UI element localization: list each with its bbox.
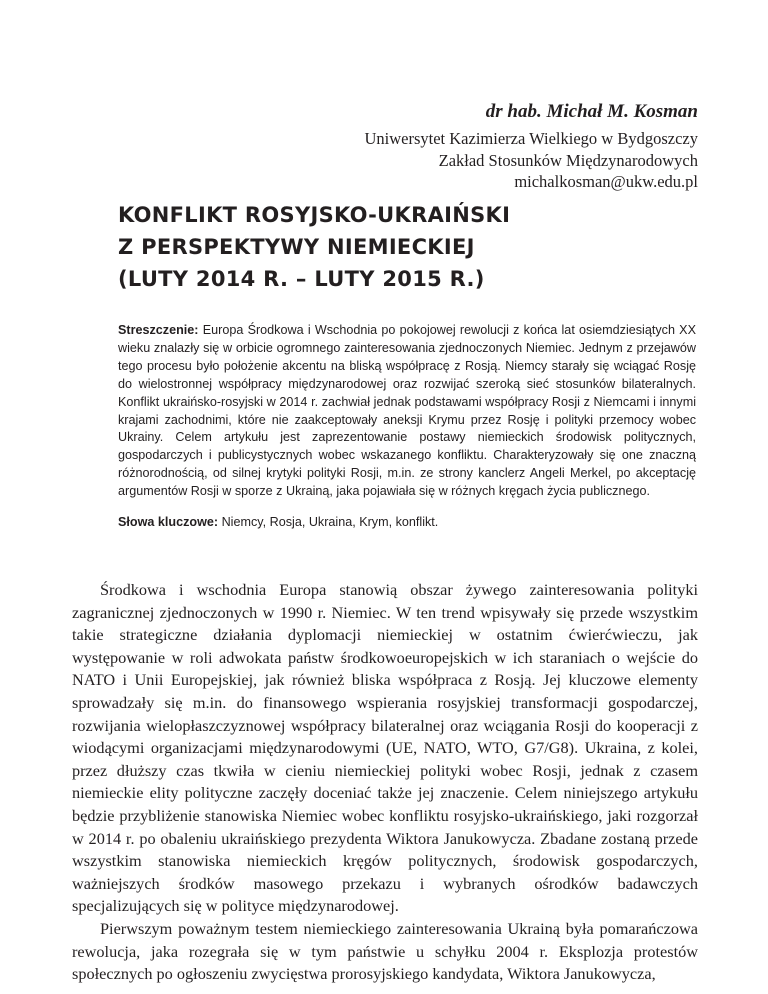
keywords [118,513,696,531]
author-name: dr hab. Michał M. Kosman [485,101,698,122]
keywords-label: Słowa kluczowe: [118,515,222,529]
author-university: Uniwersytet Kazimierza Wielkiego w Bydgoszczy [364,129,698,148]
title-line: Z PERSPEKTYWY NIEMIECKIEJ [118,235,475,259]
abstract-text: Europa Środkowa i Wschodnia po pokojowej rewolucji z końca lat osiemdziesiątych XX wieku znalazły się w orbicie ogromnego zainteresowania zjednoczonych Niemiec. Jednym z przejawów tego procesu było położenie akcentu na bliską współpracę z Rosją. Niemcy starały się wciągać Rosję do wielostronnej współpracy międzynarodowej oraz rozwijać szeroką sieć stosunków bilateralnych. Konflikt ukraińsko-rosyjski w 2014 r. zachwiał jednak podstawami współpracy Rosji z Niemcami i innymi krajami zachodnimi, które nie zaakceptowały aneksji Krymu przez Rosję i polityki przemocy wobec Ukrainy. Celem artykułu jest zaprezentowanie postawy niemieckich środowisk politycznych, gospodarczych i publicystycznych wobec wskazanego konfliktu. Charakteryzowały się one znaczną różnorodnością, od silnej krytyki polityki Rosji, m.in. ze strony kanclerz Angeli Merkel, po akceptację argumentów Rosji w sporze z Ukrainą, jaka pojawiała się w różnych kręgach życia publicznego. [118,323,696,499]
title-line: (LUTY 2014 R. – LUTY 2015 R.) [118,267,485,291]
abstract-label: Streszczenie: [118,323,203,337]
title-line: KONFLIKT ROSYJSKO-UKRAIŃSKI [118,203,511,227]
body-paragraph: Pierwszym poważnym testem niemieckiego zainteresowania Ukrainą była pomarańczowa rewolucja, jaka rozegrała się w tym państwie u schyłku 2004 r. Eksplozja protestów społecznych po ogłoszeniu zwycięstwa prorosyjskiego kandydata, Wiktora Janukowycza, [72,918,698,984]
author-email: michalkosman@ukw.edu.pl [514,172,698,191]
author-department: Zakład Stosunków Międzynarodowych [438,150,698,170]
body-text [72,579,698,986]
abstract [118,322,696,501]
keywords-text: Niemcy, Rosja, Ukraina, Krym, konflikt. [221,515,439,529]
article-title [118,199,678,295]
author-block [364,98,698,193]
body-paragraph: Środkowa i wschodnia Europa stanowią obszar żywego zainteresowania polityki zagranicznej zjednoczonych w 1990 r. Niemiec. W ten trend wpisywały się przede wszystkim takie strategiczne działania dyplomacji niemieckiej w ostatnim ćwierćwieczu, jak występowanie w roli adwokata państw środkowoeuropejskich w ich staraniach o wejście do NATO i Unii Europejskiej, jak również bliska współpraca z Rosją. Jej kluczowe elementy sprowadzały się m.in. do finansowego wspierania rosyjskiej transformacji gospodarczej, rozwijania wielopłaszczyznowej współpracy bilateralnej oraz wciągania Rosji do kooperacji z wiodącymi organizacjami międzynarodowymi (UE, NATO, WTO, G7/G8). Ukraina, z kolei, przez dłuższy czas tkwiła w cieniu niemieckiej polityki wobec Rosji, jednak z czasem niemieckie elity polityczne zaczęły doceniać także jej znaczenie. Celem niniejszego artykułu będzie przybliżenie stanowiska Niemiec wobec konfliktu rosyjsko-ukraińskiego, jaki rozgorzał w 2014 r. po obaleniu ukraińskiego prezydenta Wiktora Janukowycza. Zbadane zostaną przede wszystkim stanowiska niemieckich kręgów politycznych, środowisk gospodarczych, ważniejszych środków masowego przekazu i wybranych ośrodków badawczych specjalizujących się w polityce międzynarodowej. [72,580,698,916]
